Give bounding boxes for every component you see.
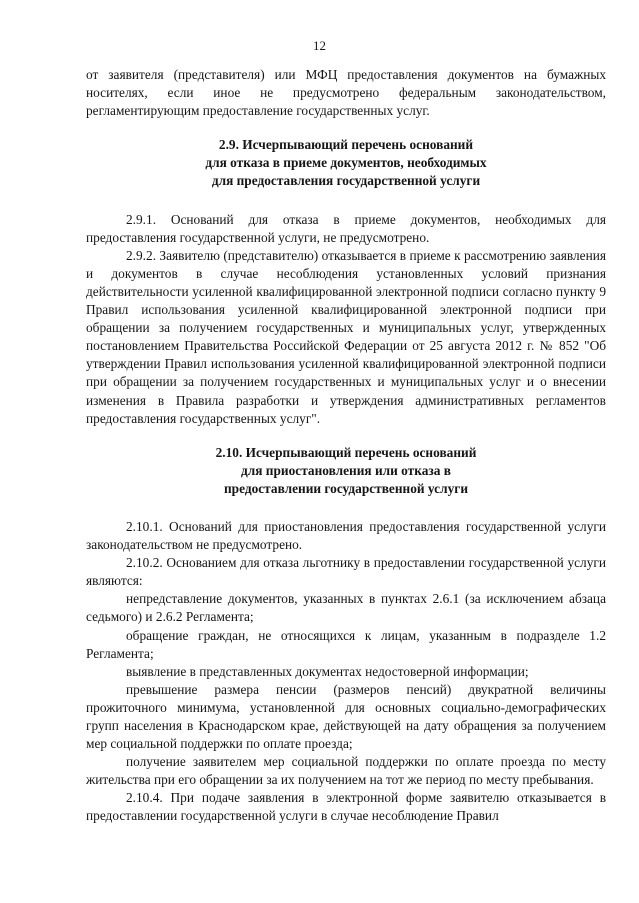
section-heading-line: 2.9. Исчерпывающий перечень оснований <box>218 137 474 153</box>
paragraph-2-9-2: 2.9.2. Заявителю (представителю) отказывается в приеме к рассмотрению заявления и документов в случае несоблюдения установленных условий признания действительности усиленной квалифицированной электронной подписи согласно пункту 9 Правил использования усиленной квалифицированной электронной подписи при обращении за получением государственных и муниципальных услуг, утвержденных постановлением Правительства Российской Федерации от 25 августа 2012 г. № 852 "Об утверждении Правил использования усиленной квалифицированной электронной подписи при обращении за получением государственных и муниципальных услуг и о внесении изменения в Правила разработки и утверждения административных регламентов предоставления государственных услуг". <box>86 247 606 426</box>
refusal-reason-item: получение заявителем мер социальной поддержки по оплате проезда по месту жительства при его обращении за их получением на тот же период по месту пребывания. <box>86 754 606 788</box>
section-2-10-heading <box>86 444 606 498</box>
refusal-reason-item: обращение граждан, не относящихся к лицам, указанным в подразделе 1.2 Регламента; <box>86 627 606 661</box>
page-number: 12 <box>313 38 326 53</box>
paragraph-2-10-1: 2.10.1. Оснований для приостановления предоставления государственной услуги законодательством не предусмотрено. <box>86 518 606 553</box>
document-body <box>86 66 606 826</box>
section-heading-line: предоставлении государственной услуги <box>223 480 469 496</box>
refusal-reason-item: превышение размера пенсии (размеров пенсий) двукратной величины прожиточного минимума, установленной для основных социально-демографических групп населения в Краснодарском крае, действующей на дату обращения за получением мер социальной поддержки по оплате проезда; <box>86 681 606 752</box>
section-2-9-heading <box>86 136 606 190</box>
section-heading-line: для предоставления государственной услуги <box>211 173 481 189</box>
paragraph-2-10-2: 2.10.2. Основанием для отказа льготнику в предоставлении государственной услуги являются: <box>86 555 606 589</box>
section-heading-line: 2.10. Исчерпывающий перечень оснований <box>215 444 477 460</box>
section-heading-line: для отказа в приеме документов, необходимых <box>205 155 487 171</box>
intro-paragraph: от заявителя (представителя) или МФЦ предоставления документов на бумажных носителях, если иное не предусмотрено федеральным законодательством, регламентирующим предоставление государственных услуг. <box>86 67 606 119</box>
paragraph-2-9-1: 2.9.1. Оснований для отказа в приеме документов, необходимых для предоставления государственной услуги, не предусмотрено. <box>86 211 606 245</box>
section-heading-line: для приостановления или отказа в <box>241 462 451 478</box>
refusal-reason-item: непредставление документов, указанных в пунктах 2.6.1 (за исключением абзаца седьмого) и 2.6.2 Регламента; <box>86 591 606 625</box>
paragraph-2-10-4: 2.10.4. При подаче заявления в электронной форме заявителю отказывается в предоставлении государственной услуги в случае несоблюдение Правил <box>86 790 606 824</box>
refusal-reason-item: выявление в представленных документах недостоверной информации; <box>126 663 529 679</box>
